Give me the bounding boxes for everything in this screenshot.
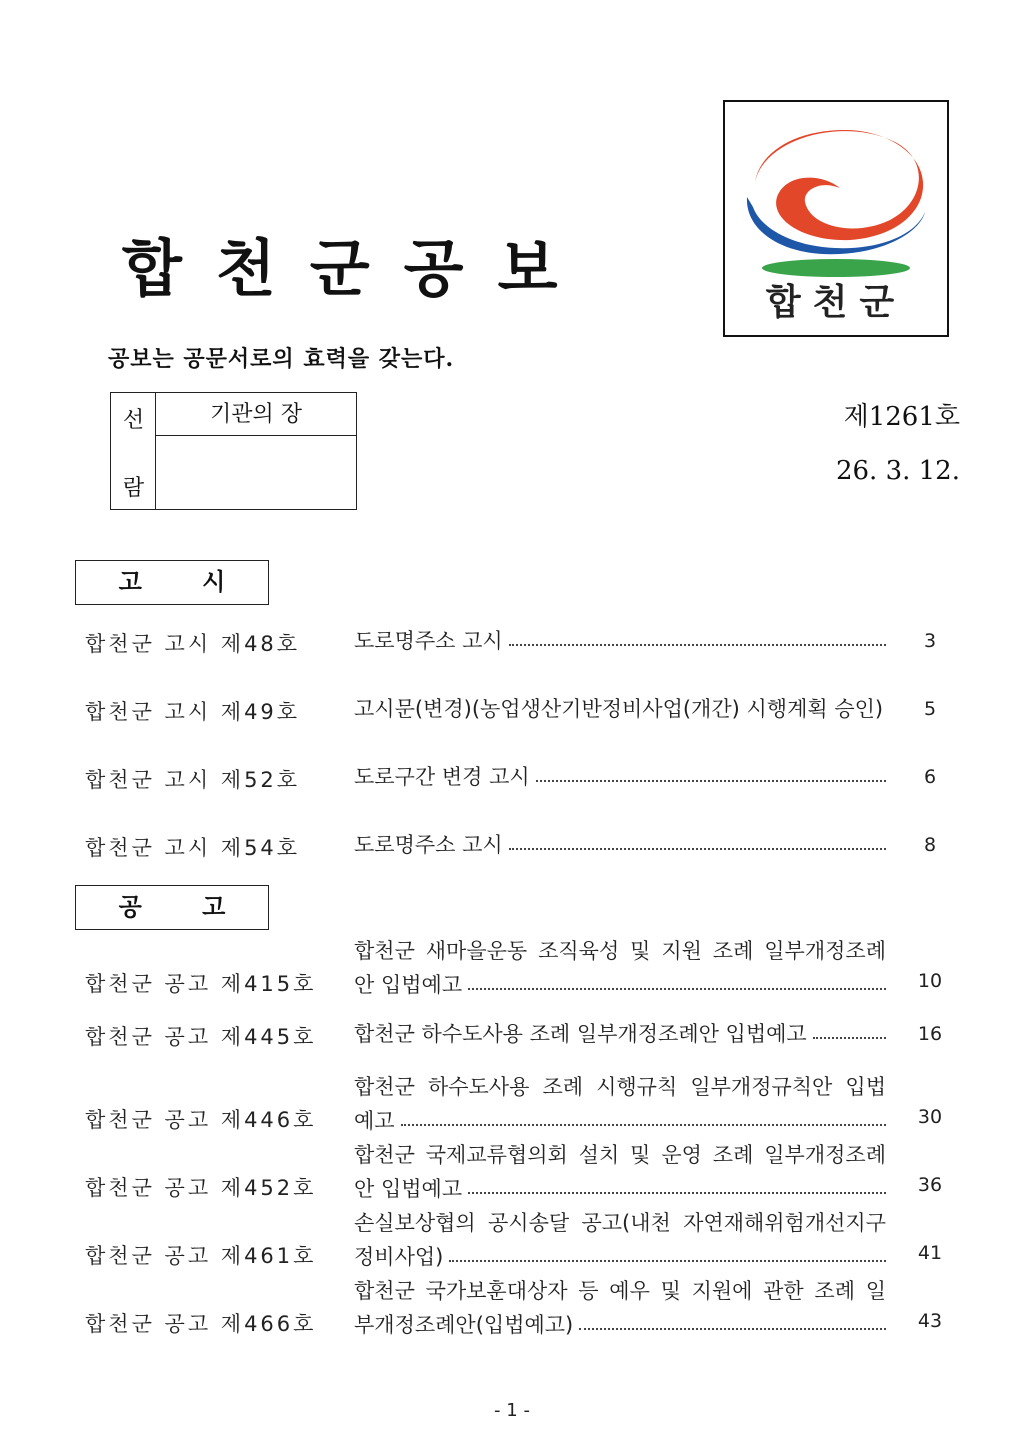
bulletin-subtitle: 공보는 공문서로의 효력을 갖는다.: [108, 346, 455, 372]
dot-leader: [579, 1308, 886, 1330]
toc-entry-page: 36: [917, 1174, 943, 1196]
toc-entry-title: [354, 1017, 886, 1051]
toc-entry-title-line: 도로구간 변경 고시: [354, 765, 530, 789]
toc-entry-page: 43: [917, 1310, 943, 1332]
toc-entry-title-line: 안 입법예고: [354, 1177, 463, 1201]
toc-entry-page: 41: [917, 1242, 943, 1264]
toc-entry-title-line: 정비사업): [354, 1245, 444, 1269]
dot-leader: [509, 828, 886, 850]
toc-entry-page: 30: [917, 1106, 943, 1128]
toc-entry-reference: 합천군 공고 제461호: [85, 1244, 317, 1268]
toc-entry-title: [354, 1138, 886, 1206]
toc-entry-reference: 합천군 고시 제52호: [85, 768, 301, 792]
bulletin-title: 합천군공보: [122, 232, 592, 305]
toc-entry-title: [354, 1070, 886, 1138]
toc-entry-title-line: 안 입법예고: [354, 973, 463, 997]
dot-leader: [468, 1172, 886, 1194]
toc-entry-title-line: 합천군 하수도사용 조례 시행규칙 일부개정규칙안 입법: [354, 1075, 886, 1099]
approval-label-top: 선: [122, 408, 145, 433]
dot-leader: [813, 1017, 886, 1039]
toc-entry-page: 3: [923, 630, 937, 652]
toc-entry-title-line: 합천군 새마을운동 조직육성 및 지원 조례 일부개정조례: [354, 939, 886, 963]
dot-leader: [449, 1240, 886, 1262]
toc-entry-reference: 합천군 고시 제54호: [85, 836, 301, 860]
toc-entry-title: [354, 1206, 886, 1274]
issue-date: 26. 3. 12.: [835, 456, 960, 486]
toc-entry-reference: 합천군 고시 제48호: [85, 632, 301, 656]
toc-entry-title: [354, 828, 886, 862]
toc-entry-reference: 합천군 공고 제446호: [85, 1108, 317, 1132]
page-number: - 1 -: [494, 1400, 530, 1421]
issue-number: 제1261호: [843, 402, 960, 432]
toc-entry-reference: 합천군 고시 제49호: [85, 700, 301, 724]
dot-leader: [468, 968, 886, 990]
county-logo: [723, 100, 949, 337]
toc-entry-page: 5: [923, 698, 937, 720]
toc-entry-page: 6: [923, 766, 937, 788]
toc-entry-title-line: 손실보상협의 공시송달 공고(내천 자연재해위험개선지구: [354, 1211, 886, 1235]
toc-entry-title: [354, 760, 886, 794]
toc-entry-title-line: 합천군 국제교류협의회 설치 및 운영 조례 일부개정조례: [354, 1143, 886, 1167]
toc-entry-title-line: 합천군 하수도사용 조례 일부개정조례안 입법예고: [354, 1022, 807, 1046]
approval-header: 기관의 장: [156, 393, 356, 436]
toc-entry-title-line: 합천군 국가보훈대상자 등 예우 및 지원에 관한 조례 일: [354, 1279, 886, 1303]
dot-leader: [401, 1104, 886, 1126]
toc-entry-title-line: 부개정조례안(입법예고): [354, 1313, 574, 1337]
toc-entry-title-line: 고시문(변경)(농업생산기반정비사업(개간) 시행계획 승인): [354, 697, 884, 721]
toc-entry-title: [354, 934, 886, 1002]
dot-leader: [536, 760, 886, 782]
toc-entry-page: 8: [923, 834, 937, 856]
logo-text: 합천군: [765, 282, 907, 323]
section-header-announcements: 공 고: [75, 885, 269, 930]
dot-leader: [509, 624, 886, 646]
toc-entry-page: 10: [917, 970, 943, 992]
toc-entry-title: [354, 624, 886, 658]
toc-entry-reference: 합천군 공고 제452호: [85, 1176, 317, 1200]
toc-entry-title: [354, 1274, 886, 1342]
toc-entry-reference: 합천군 공고 제415호: [85, 972, 317, 996]
toc-entry-title: [354, 692, 886, 726]
approval-label-bottom: 람: [122, 476, 145, 501]
toc-entry-title-line: 도로명주소 고시: [354, 629, 503, 653]
toc-entry-title-line: 예고: [354, 1109, 395, 1133]
toc-entry-reference: 합천군 공고 제445호: [85, 1025, 317, 1049]
toc-entry-reference: 합천군 공고 제466호: [85, 1312, 317, 1336]
toc-entry-page: 16: [917, 1023, 943, 1045]
toc-entry-title-line: 도로명주소 고시: [354, 833, 503, 857]
section-header-notices: 고 시: [75, 560, 269, 605]
approval-box: [110, 392, 357, 510]
